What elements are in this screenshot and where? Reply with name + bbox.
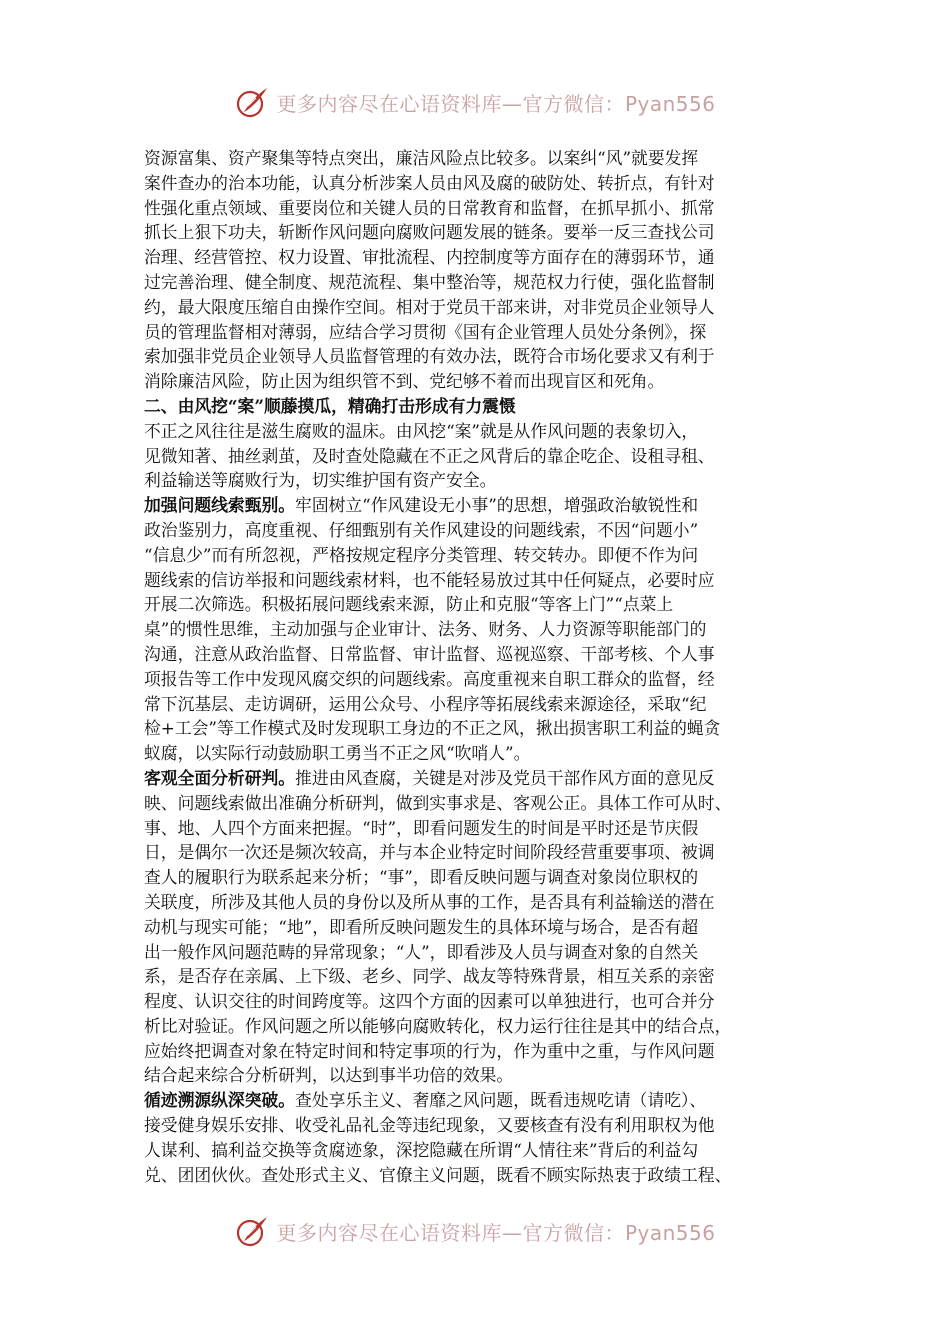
body-text-line: 利益输送等腐败行为，切实维护国有资产安全。 [144, 470, 497, 491]
body-text-line: 不正之风往往是滋生腐败的温床。由风挖“案”就是从作风问题的表象切入， [144, 420, 699, 441]
paragraph-lead-text: 推进由风查腐，关键是对涉及党员干部作风方面的意见反 [295, 767, 715, 788]
body-text-line: 检+工会”等工作模式及时发现职工身边的不正之风，揪出损害职工利益的蝇贪 [144, 718, 721, 739]
paragraph-lead-text: 牢固树立“作风建设无小事”的思想，增强政治敏锐性和 [295, 495, 699, 516]
paragraph-lead-title: 客观全面分析研判。 [144, 767, 296, 788]
paragraph-lead-line [144, 493, 809, 518]
body-text-line: 事、地、人四个方面来把握。“时”，即看问题发生的时间是平时还是节庆假 [144, 817, 699, 838]
body-text-line: 常下沉基层、走访调研，运用公众号、小程序等拓展线索来源途径，采取“纪 [144, 693, 707, 714]
paragraph-lead-title: 加强问题线索甄别。 [144, 495, 296, 516]
body-text-line: 案件查办的治本功能，认真分析涉案人员由风及腐的破防处、转折点，有针对 [144, 172, 715, 193]
body-text-line: 员的管理监督相对薄弱，应结合学习贯彻《国有企业管理人员处分条例》，探 [144, 321, 707, 342]
body-text-line: 开展二次筛选。积极拓展问题线索来源，防止和克服“等客上门”“点菜上 [144, 594, 674, 615]
document-body [144, 146, 809, 1187]
body-text-line: 性强化重点领域、重要岗位和关键人员的日常教育和监督，在抓早抓小、抓常 [144, 197, 715, 218]
body-text-line: 抓长上狠下功夫，斩断作风问题向腐败问题发展的链条。要举一反三查找公司 [144, 222, 715, 243]
body-text-line: 人谋利、搞利益交换等贪腐迹象，深挖隐藏在所谓“人情往来”背后的利益勾 [144, 1139, 699, 1160]
body-text-line: 消除廉洁风险，防止因为组织管不到、党纪够不着而出现盲区和死角。 [144, 371, 665, 392]
body-text-line: 接受健身娱乐安排、收受礼品礼金等违纪现象，又要核查有没有利用职权为他 [144, 1115, 715, 1136]
body-text-line: 治理、经营管控、权力设置、审批流程、内控制度等方面存在的薄弱环节，通 [144, 247, 715, 268]
body-text-line: 系，是否存在亲属、上下级、老乡、同学、战友等特殊背景，相互关系的亲密 [144, 966, 715, 987]
body-text-line: 见微知著、抽丝剥茧，及时查处隐藏在不正之风背后的靠企吃企、设租寻租、 [144, 445, 715, 466]
body-text-line: 查人的履职行为联系起来分析；“事”，即看反映问题与调查对象岗位职权的 [144, 867, 699, 888]
paragraph-lead-title: 循迹溯源纵深突破。 [144, 1090, 296, 1111]
body-text-line: 动机与现实可能；“地”，即看所反映问题发生的具体环境与场合，是否有超 [144, 916, 699, 937]
body-text-line: 析比对验证。作风问题之所以能够向腐败转化，权力运行往往是其中的结合点， [144, 1015, 732, 1036]
body-text-line: 程度、认识交往的时间跨度等。这四个方面的因素可以单独进行，也可合并分 [144, 991, 715, 1012]
body-text-line: 约，最大限度压缩自由操作空间。相对于党员干部来讲，对非党员企业领导人 [144, 296, 715, 317]
body-text-line: 兑、团团伙伙。查处形式主义、官僚主义问题，既看不顾实际热衷于政绩工程、 [144, 1164, 732, 1185]
body-text-line: 应始终把调查对象在特定时间和特定事项的行为，作为重中之重，与作风问题 [144, 1040, 715, 1061]
header-watermark-banner [0, 82, 950, 122]
body-text-line: 出一般作风问题范畴的异常现象；“人”，即看涉及人员与调查对象的自然关 [144, 941, 699, 962]
body-text-line: 政治鉴别力，高度重视、仔细甄别有关作风建设的问题线索，不因“问题小” [144, 519, 699, 540]
body-text-line: 结合起来综合分析研判，以达到事半功倍的效果。 [144, 1065, 514, 1086]
paragraph-lead-line [144, 1088, 809, 1113]
feather-pen-logo-icon [234, 1213, 270, 1249]
body-text-line: “信息少”而有所忽视，严格按规定程序分类管理、转交转办。即便不作为问 [144, 544, 699, 565]
body-text-line: 日，是偶尔一次还是频次较高，并与本企业特定时间阶段经营重要事项、被调 [144, 842, 715, 863]
body-text-line: 蚁腐，以实际行动鼓励职工勇当不正之风“吹哨人”。 [144, 743, 531, 764]
body-text-line: 过完善治理、健全制度、规范流程、集中整治等，规范权力行使，强化监督制 [144, 271, 715, 292]
feather-pen-logo-icon [234, 84, 270, 120]
body-text-line: 索加强非党员企业领导人员监督管理的有效办法，既符合市场化要求又有利于 [144, 346, 715, 367]
body-text-line: 项报告等工作中发现风腐交织的问题线索。高度重视来自职工群众的监督，经 [144, 668, 715, 689]
section-heading: 二、由风挖“案”顺藤摸瓜，精确打击形成有力震慑 [144, 395, 516, 416]
footer-watermark-text: 更多内容尽在心语资料库—官方微信：Pyan556 [276, 1220, 716, 1245]
body-text-line: 桌”的惯性思维，主动加强与企业审计、法务、财务、人力资源等职能部门的 [144, 619, 707, 640]
paragraph-lead-line [144, 766, 809, 791]
body-text-line: 题线索的信访举报和问题线索材料，也不能轻易放过其中任何疑点，必要时应 [144, 569, 715, 590]
footer-watermark-banner [0, 1211, 950, 1251]
body-text-line: 映、问题线索做出准确分析研判，做到实事求是、客观公正。具体工作可从时、 [144, 792, 732, 813]
body-text-line: 资源富集、资产聚集等特点突出，廉洁风险点比较多。以案纠“风”就要发挥 [144, 148, 699, 168]
header-watermark-text: 更多内容尽在心语资料库—官方微信：Pyan556 [276, 91, 716, 116]
paragraph-lead-text: 查处享乐主义、奢靡之风问题，既看违规吃请（请吃）、 [295, 1090, 707, 1111]
body-text-line: 沟通，注意从政治监督、日常监督、审计监督、巡视巡察、干部考核、个人事 [144, 643, 715, 664]
body-text-line: 关联度，所涉及其他人员的身份以及所从事的工作，是否具有利益输送的潜在 [144, 891, 715, 912]
